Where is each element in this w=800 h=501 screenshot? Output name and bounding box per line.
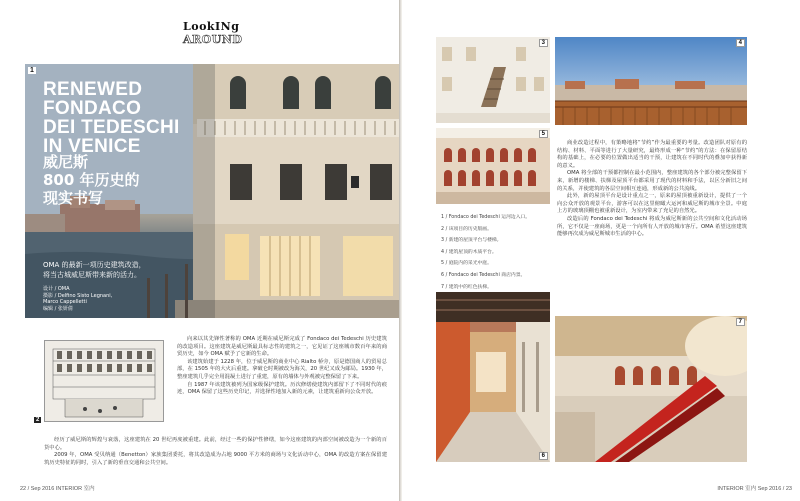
credit-line: Marco Cappelletti bbox=[43, 299, 87, 305]
caption: 4 / 建筑屋顶的木质平台。 bbox=[441, 249, 497, 255]
photo-7-escalator bbox=[555, 316, 747, 462]
credit-line: 摄影 / Delfino Sisto Legnani, bbox=[43, 292, 113, 299]
paragraph: 向来以其先锋性著称的 OMA 近期在威尼斯完成了 Fondaco dei Tedeschi 历史建筑的改造项目。这座建筑是威尼斯最具标志性的建筑之一，它见证了这座城市数百年来的商贸历史，如今 OMA 赋予了它新的生命。 bbox=[177, 336, 387, 358]
section-logo bbox=[183, 20, 242, 46]
engraving-number: 2 bbox=[36, 417, 40, 423]
left-body-text-2 bbox=[44, 437, 387, 467]
paragraph: 商业改造过程中，有策略地将“节约”作为最重要的考量。改造团队对原有的结构、材料、平面等进行了大量研究，最终形成一种“节约”的方法：在保留原结构的基础上，在必要的位置做出适当的干预，让建筑在不同时代的叠加中获得新的意义。 bbox=[557, 140, 747, 169]
photo-number: 6 bbox=[539, 452, 548, 460]
chinese-title bbox=[43, 153, 140, 207]
title-line: DEI TEDESCHI bbox=[43, 117, 180, 138]
page-number: 22 bbox=[20, 486, 27, 492]
photo-number: 7 bbox=[736, 318, 745, 326]
title-line: RENEWED bbox=[43, 79, 143, 100]
photo-4-rooftop bbox=[555, 37, 747, 125]
paragraph: 自 1987 年该建筑被列为国家级保护建筑。历次修缮使建筑内部留下了不同时代的痕迹，OMA 保留了这些历史印记，并选择性地加入新的元素，让建筑重新向公众开放。 bbox=[177, 381, 387, 396]
caption: 2 / 该项目的历史版画。 bbox=[441, 226, 492, 232]
magazine-name: INTERIOR 室内 bbox=[55, 486, 95, 492]
title-line: FONDACO bbox=[43, 98, 142, 119]
paragraph: 2009 年，OMA 受贝纳通（Benetton）家族集团委托，将其改造成为占地 9000 平方米的商场与文化活动中心，OMA 的改造方案在保留建筑历史特征的同时，引入了新的垂直交通和公共空间。 bbox=[44, 452, 387, 466]
caption: 5 / 庭院内的采光中庭。 bbox=[441, 261, 492, 267]
folio-right: INTERIOR 室内 Sep 2016 / 23 bbox=[717, 486, 792, 492]
credit-line: 编辑 / 张妍倩 bbox=[43, 305, 73, 312]
folio-left: 22 / Sep 2016 INTERIOR 室内 bbox=[20, 486, 95, 492]
chinese-title-line: 800 年历史的 bbox=[43, 171, 140, 189]
magazine-name: INTERIOR 室内 bbox=[717, 486, 757, 492]
photo-number: 3 bbox=[539, 39, 548, 47]
historic-engraving bbox=[44, 340, 164, 422]
paragraph: 改造后的 Fondaco dei Tedeschi 将成为威尼斯新的公共空间和文化活动场所，它不仅是一座商场，更是一个向所有人开放的城市客厅。OMA 希望这座建筑能够再次成为威尼斯城市生活的中心。 bbox=[557, 215, 747, 238]
caption: 7 / 建筑中的红色扶梯。 bbox=[441, 284, 492, 290]
photo-number: 4 bbox=[736, 39, 745, 47]
issue-date: Sep 2016 bbox=[30, 486, 55, 492]
caption: 1 / Fondaco dei Tedeschi 运河边入口。 bbox=[441, 215, 531, 220]
photo-captions bbox=[441, 213, 530, 294]
caption: 6 / Fondaco dei Tedeschi 商店内景。 bbox=[441, 272, 526, 278]
issue-date: Sep 2016 bbox=[757, 486, 782, 492]
paragraph: OMA 将全部的干预都控制在最小范围内，整座建筑的各个部分被完整保留下来，新增的楼梯、扶梯及屋顶平台都采用了现代的材料和手法，以区分新旧之间的关系，并使建筑的各层空间相互连通，形成新的公共流线。 bbox=[557, 170, 747, 192]
right-body-text bbox=[557, 140, 747, 239]
logo-line2: AROUND bbox=[183, 33, 243, 46]
photo-number: 1 bbox=[30, 67, 34, 74]
page-number: 23 bbox=[785, 486, 792, 492]
article-dek bbox=[43, 260, 173, 280]
photo-6-interior bbox=[436, 292, 550, 462]
photo-5-courtyard bbox=[436, 128, 550, 204]
logo-line1: LookINg bbox=[183, 20, 240, 33]
dek-line: 将当古城威尼斯带来新的活力。 bbox=[43, 271, 141, 279]
title-line: IN VENICE bbox=[43, 136, 141, 157]
photo-number: 5 bbox=[539, 130, 548, 138]
paragraph: 此外，新的屋顶平台是设计重点之一，原来的屋顶被重新设计，提供了一个向公众开放的观景平台，游客可以在这里俯瞰大运河和威尼斯的城市全景。中庭上方的玻璃顶棚也被重新设计，为室内带来了充足的自然光。 bbox=[557, 193, 747, 215]
credits bbox=[43, 286, 112, 312]
chinese-title-line: 威尼斯 bbox=[43, 153, 89, 171]
caption: 3 / 新建的屋顶平台与楼梯。 bbox=[441, 238, 502, 244]
chinese-title-line: 现实书写 bbox=[43, 189, 104, 207]
credit-line: 设计 / OMA bbox=[43, 286, 70, 292]
left-body-text bbox=[177, 336, 387, 397]
paragraph: 该建筑始建于 1228 年，位于威尼斯的商业中心 Rialto 桥旁，原是德国商人的贸易总部，在 1505 年的大火后重建。拿破仑时期被改为海关，20 世纪又成为邮局。1930 年，整座建筑几乎完全用混凝土进行了重建，原有的墙体与外观被完整保留了下来。 bbox=[177, 358, 387, 380]
article-title bbox=[43, 80, 203, 156]
photo-3-staircase bbox=[436, 37, 550, 123]
dek-line: OMA 的最新一项历史建筑改造， bbox=[43, 261, 146, 269]
paragraph: 经历了威尼斯的辉煌与衰落，这座建筑在 20 世纪再度被重建。此前，经过一些的保护性修缮，如今这座建筑的内部空间被改造为一个新的百货中心。 bbox=[44, 437, 387, 451]
